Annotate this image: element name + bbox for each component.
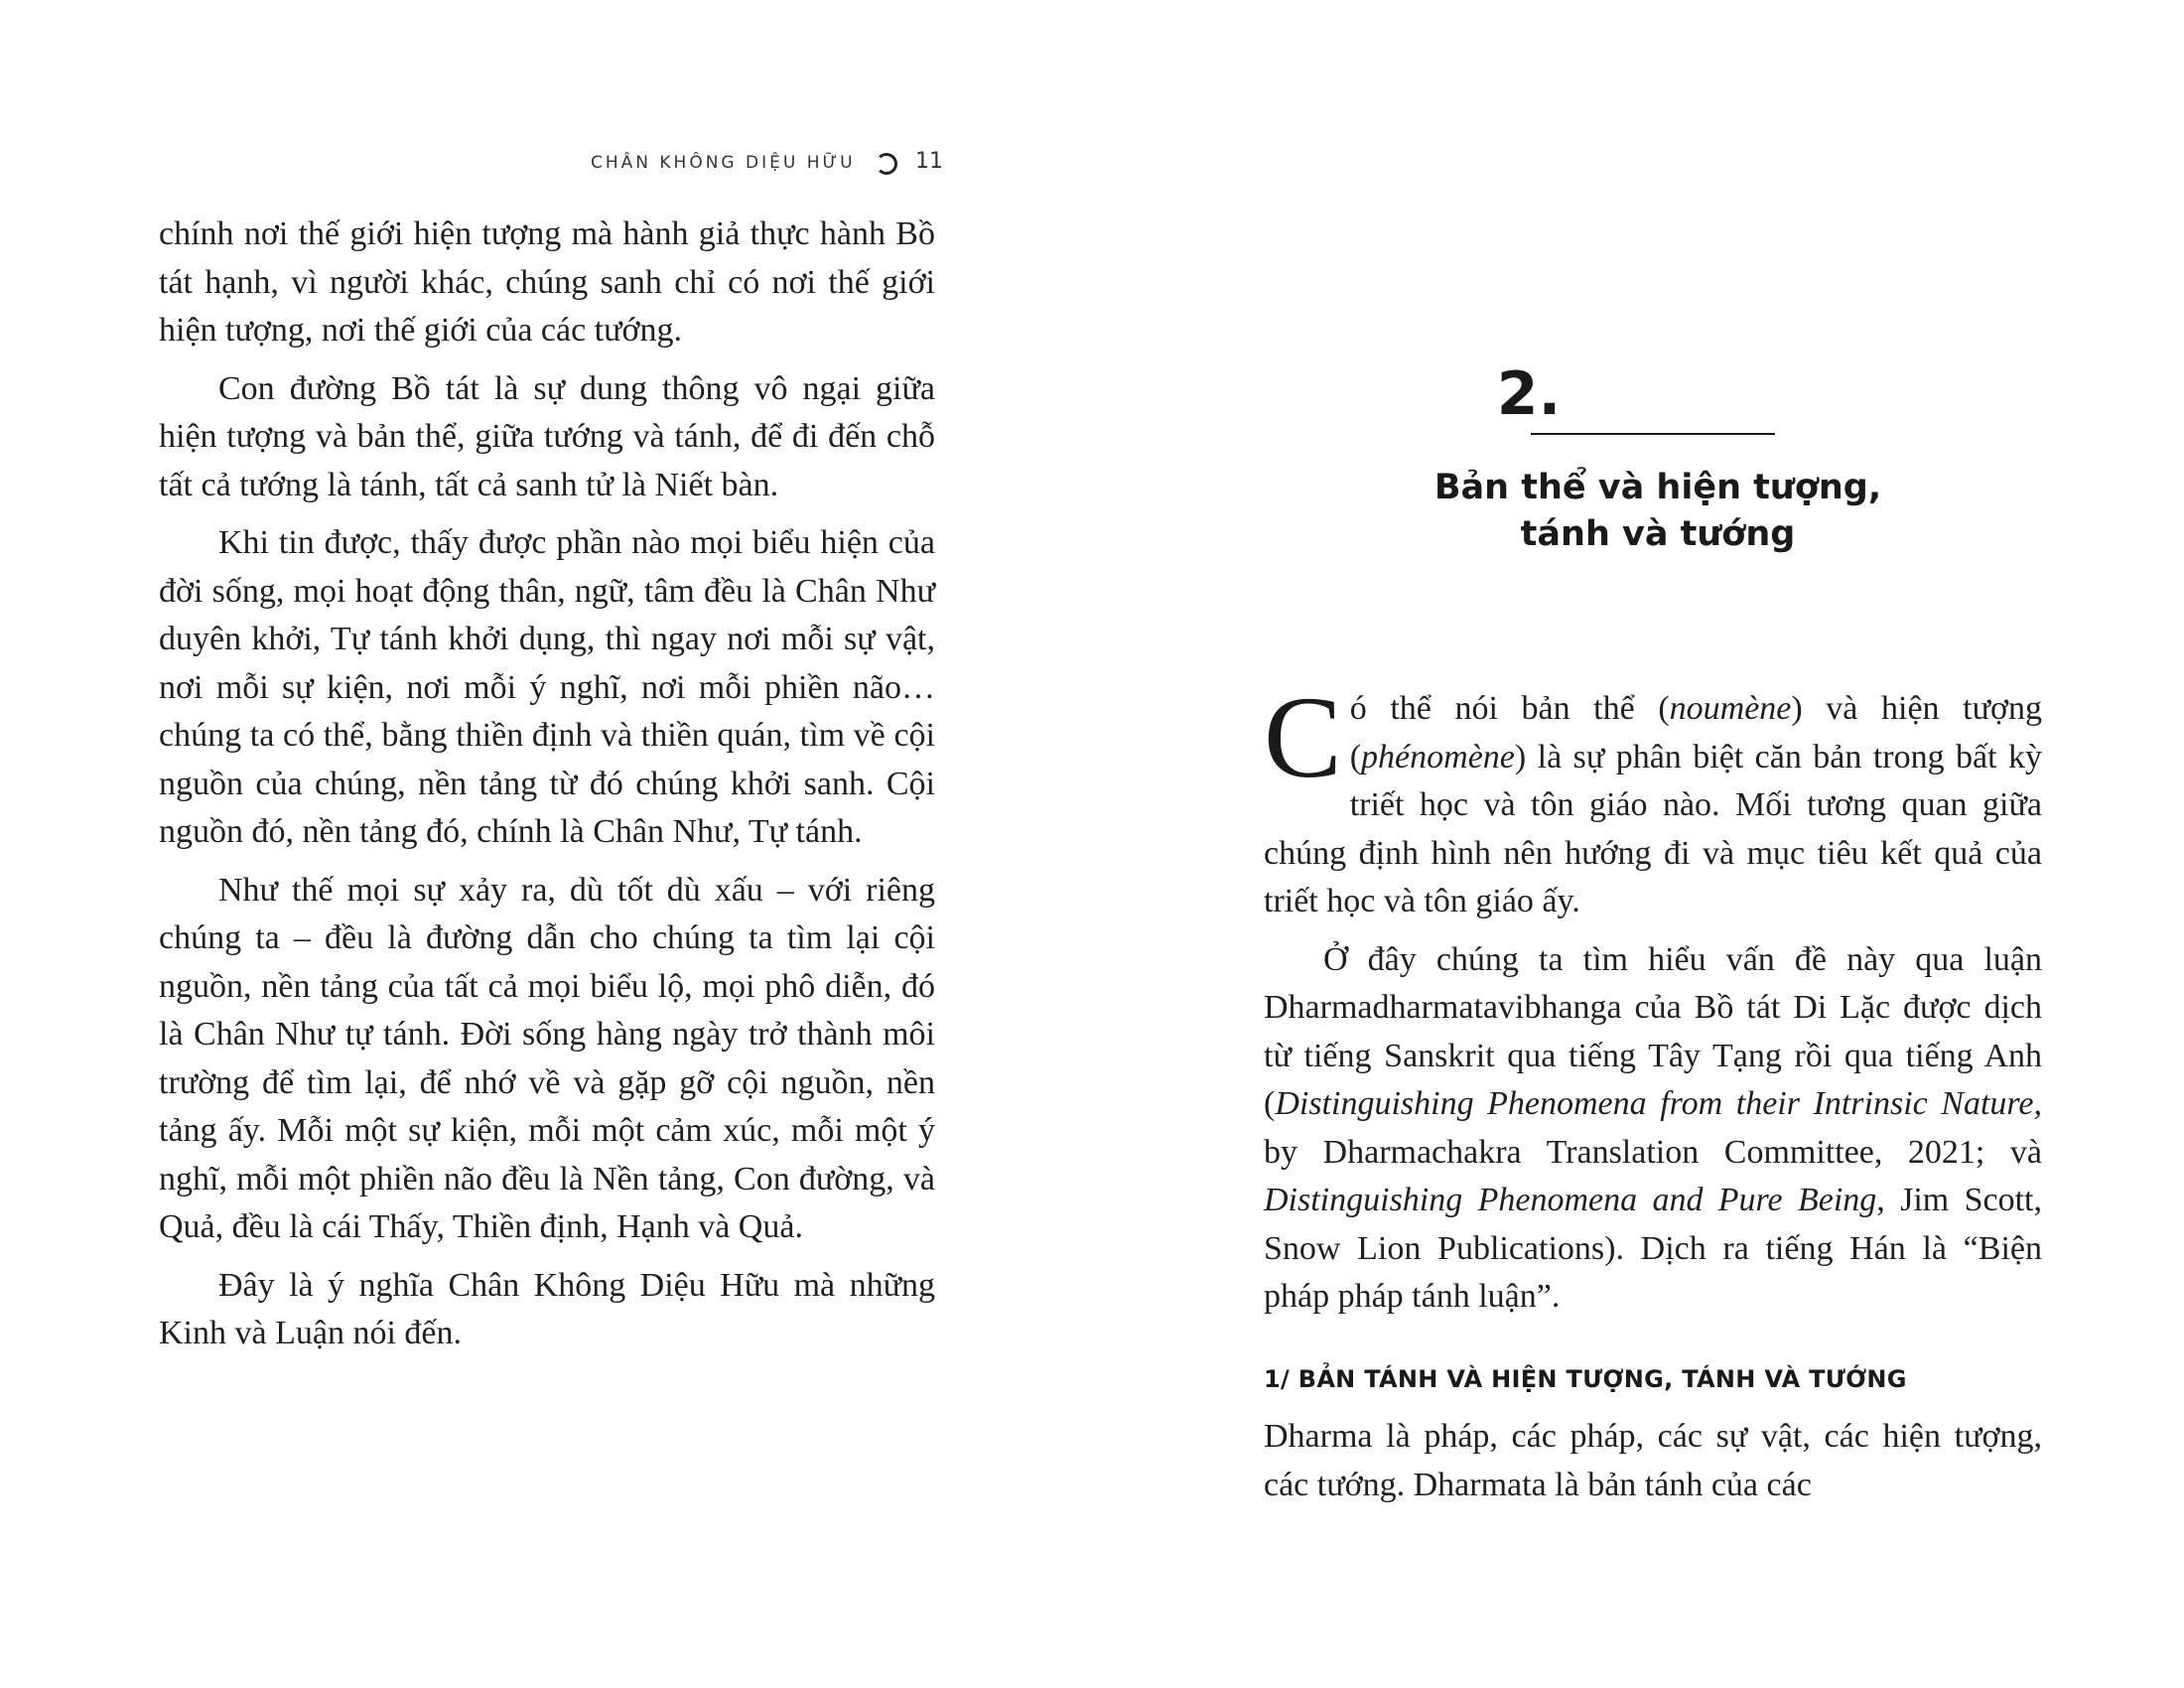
chapter-divider bbox=[1531, 433, 1775, 435]
italic-term: phénomène bbox=[1361, 738, 1515, 775]
paragraph: Như thế mọi sự xảy ra, dù tốt dù xấu – với riêng chúng ta – đều là đường dẫn cho chúng ta tìm lại cội nguồn, nền tảng của tất cả mọi biểu lộ, mọi phô diễn, đó là Chân Như tự tánh. Đời sống hàng ngày trở thành môi trường để tìm lại, để nhớ về và gặp gỡ cội nguồn, nền tảng ấy. Mỗi một sự kiện, mỗi một cảm xúc, mỗi một ý nghĩ, mỗi một phiền não đều là Nền tảng, Con đường, và Quả, đều là cái Thấy, Thiền định, Hạnh và Quả. bbox=[159, 871, 935, 1245]
italic-title: Distinguishing Phenomena and Pure Being bbox=[1264, 1182, 1877, 1218]
text-run: ) là sự phân biệt căn bản trong bất kỳ triết học và tôn giáo nào. Mối tương quan giữa chúng định hình nên hướng đi và mục tiêu kết quả của triết học và tôn giáo ấy. bbox=[1264, 738, 2042, 919]
text-run: Ở đây chúng ta tìm hiểu vấn đề này qua luận Dharmadharmatavibhanga của Bồ tát Di Lặc được dịch từ tiếng Sanskrit qua tiếng Tây Tạng rồi qua tiếng Anh ( bbox=[1264, 940, 2042, 1122]
paragraph: Dharma là pháp, các pháp, các sự vật, các hiện tượng, các tướng. Dharmata là bản tánh của các bbox=[1264, 1418, 2042, 1503]
paragraph bbox=[1264, 936, 2042, 1322]
paragraph: Con đường Bồ tát là sự dung thông vô ngại giữa hiện tượng và bản thể, giữa tướng và tánh, để đi đến chỗ tất cả tướng là tánh, tất cả sanh tử là Niết bàn. bbox=[159, 369, 935, 503]
chapter-title-line: tánh và tướng bbox=[1520, 514, 1796, 554]
running-header: CHÂN KHÔNG DIỆU HỮU bbox=[591, 153, 856, 173]
chapter-number: 2. bbox=[1496, 359, 1562, 429]
drop-cap: C bbox=[1264, 672, 1342, 802]
text-run: ó thể nói bản thể ( bbox=[1349, 690, 1670, 727]
circle-ornament-icon bbox=[876, 153, 897, 175]
page-number: 11 bbox=[915, 149, 943, 174]
italic-term: noumène bbox=[1669, 690, 1792, 727]
section-heading: 1/ BẢN TÁNH VÀ HIỆN TƯỢNG, TÁNH VÀ TƯỚNG bbox=[1264, 1364, 1907, 1393]
left-body-text bbox=[159, 211, 935, 1368]
opening-paragraph bbox=[1264, 672, 2042, 926]
paragraph: chính nơi thế giới hiện tượng mà hành giả thực hành Bồ tát hạnh, vì người khác, chúng sanh chỉ có nơi thế giới hiện tượng, nơi thế giới của các tướng. bbox=[159, 215, 935, 349]
text-run: by Dharmachakra Translation Committee, 2021; và bbox=[1264, 1133, 2042, 1171]
paragraph: Đây là ý nghĩa Chân Không Diệu Hữu mà những Kinh và Luận nói đến. bbox=[159, 1266, 935, 1351]
text-run: ) và hiện tượng ( bbox=[1349, 690, 2042, 775]
right-body-text bbox=[1264, 672, 2042, 1519]
paragraph: Khi tin được, thấy được phần nào mọi biểu hiện của đời sống, mọi hoạt động thân, ngữ, tâm đều là Chân Như duyên khởi, Tự tánh khởi dụng, thì ngay nơi mỗi sự vật, nơi mỗi sự kiện, nơi mỗi ý nghĩ, nơi mỗi phiền não… chúng ta có thể, bằng thiền định và thiền quán, tìm về cội nguồn của chúng, nền tảng từ đó chúng khởi sanh. Cội nguồn đó, nền tảng đó, chính là Chân Như, Tự tánh. bbox=[159, 524, 935, 850]
chapter-title bbox=[1330, 465, 1985, 558]
italic-title: Distinguishing Phenomena from their Intrinsic Nature, bbox=[1275, 1085, 2042, 1122]
chapter-title-line: Bản thể và hiện tượng, bbox=[1433, 468, 1882, 507]
text-run: , Jim Scott, Snow Lion Publications). Dịch ra tiếng Hán là “Biện pháp pháp tánh luận”. bbox=[1264, 1182, 2042, 1315]
